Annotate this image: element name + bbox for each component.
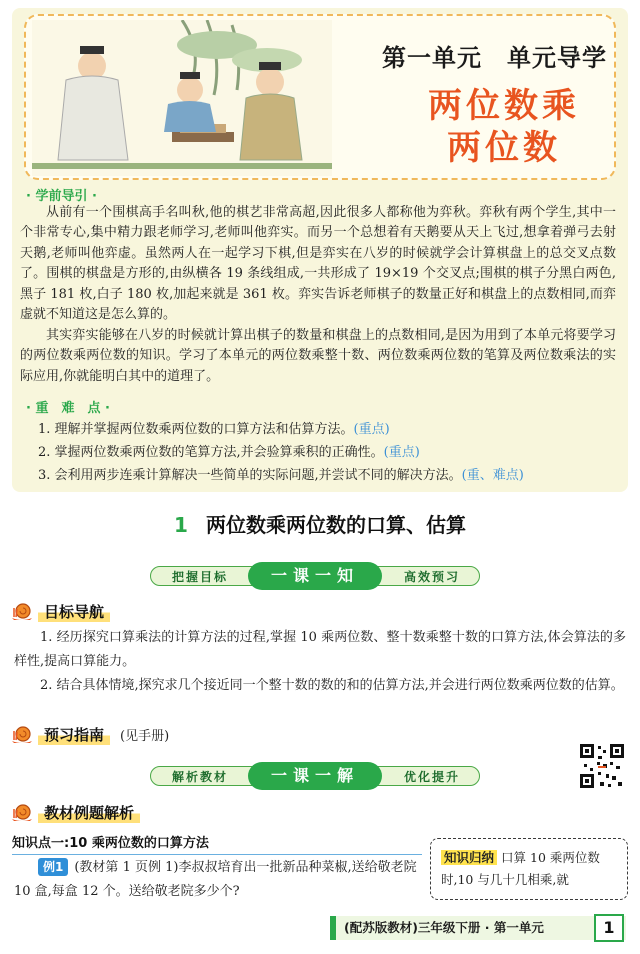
- banner-center-label: 一课一解: [248, 762, 382, 790]
- snail-icon: [10, 600, 34, 622]
- key-point-tag: (重、难点): [461, 468, 524, 483]
- banner-right-label: 高效预习: [403, 570, 460, 584]
- preview-note: (见手册): [120, 728, 170, 744]
- key-point-text: 3. 会利用两步连乘计算解决一些简单的实际问题,并尝试不同的解决方法。: [38, 468, 462, 483]
- example-text: (教材第 1 页例 1)李叔叔培育出一批新品种菜椒,送给敬老院 10 盒,每盒 12 个。送给敬老院多少个?: [14, 860, 417, 899]
- snail-icon: [10, 801, 34, 823]
- section-banner-analysis: [150, 762, 480, 790]
- key-point-text: 1. 理解并掌握两位数乘两位数的口算方法和估算方法。: [38, 422, 354, 437]
- main-title-line2: 两位数: [447, 128, 561, 168]
- banner-left-label: 解析教材: [172, 770, 229, 784]
- intro-paragraph-2: 其实弈实能够在八岁的时候就计算出棋子的数量和棋盘上的点数相同,是因为用到了本单元将要学习的两位数乘两位数的知识。学习了本单元的两位数乘整十数、两位数乘两位数的笔算及两位数乘法的实际应用,你就能明白其中的道理了。: [20, 328, 616, 384]
- lesson-title: [0, 509, 640, 538]
- key-point-tag: (重点): [353, 422, 390, 437]
- lesson-title-text: 两位数乘两位数的口算、估算: [205, 513, 466, 537]
- key-point-1: [38, 418, 390, 437]
- key-point-text: 2. 掌握两位数乘两位数的笔算方法,并会验算乘积的正确性。: [38, 445, 384, 460]
- lesson-number: 1: [174, 513, 188, 537]
- summary-text: 口算 10 乘两位数时,10 与几十几相乘,就: [441, 850, 600, 887]
- banner-center-label: 一课一知: [248, 562, 382, 590]
- example-1: [14, 856, 424, 904]
- page-number: 1: [594, 914, 624, 942]
- key-point-3: [38, 464, 524, 483]
- analysis-heading-text: 教材例题解析: [38, 802, 140, 823]
- analysis-heading: [10, 800, 140, 824]
- knowledge-summary-box: [430, 838, 628, 900]
- goals-heading-text: 目标导航: [38, 601, 110, 622]
- main-title-line1: 两位数乘: [428, 86, 580, 126]
- key-points-label: · 重 难 点 ·: [26, 401, 110, 416]
- intro-label: · 学前导引 ·: [26, 189, 97, 204]
- goal-item-2: 2. 结合具体情境,探究求几个接近同一个整十数的数的和的估算方法,并会进行两位数乘两位数的估算。: [40, 678, 624, 693]
- banner-left-label: 把握目标: [172, 570, 229, 584]
- banner-right-label: 优化提升: [403, 770, 460, 784]
- preview-heading: [10, 722, 169, 746]
- page-footer: (配苏版教材)三年级下册 · 第一单元: [330, 916, 626, 940]
- chess-scholars-illustration: [32, 20, 332, 176]
- section-banner-preview: [150, 562, 480, 590]
- key-point-tag: (重点): [383, 445, 420, 460]
- knowledge-point-title: 知识点一:10 乘两位数的口算方法: [12, 832, 422, 855]
- unit-hero-box: [24, 14, 616, 180]
- summary-label: 知识归纳: [441, 850, 497, 865]
- unit-title: 第一单元 单元导学: [382, 44, 607, 72]
- goals-heading: [10, 599, 110, 623]
- intro-paragraph-1: 从前有一个围棋高手名叫秋,他的棋艺非常高超,因此很多人都称他为弈秋。弈秋有两个学生,其中一个非常专心,集中精力跟老师学习,老师叫他弈实。而另一个总想着有天鹅要从天上飞过,想拿着弹弓去射天鹅,老师叫他弈虚。虽然两人在一起学习下棋,但是弈实在八岁的时候就学会计算棋盘上的总交叉点数了。围棋的棋盘是方形的,由纵横各 19 条线组成,一共形成了 19×19 个交叉点;围棋的棋子分黑白两色,黑子 181 枚,白子 180 枚,加起来就是 361 枚。弈实告诉老师棋子的数量正好和棋盘上的点数相同,而弈虚就不知道这是怎么算的。: [20, 205, 616, 323]
- preview-heading-text: 预习指南: [38, 724, 110, 745]
- snail-icon: [10, 723, 34, 745]
- example-badge: 例1: [38, 858, 68, 876]
- goal-item-1: 1. 经历探究口算乘法的计算方法的过程,掌握 10 乘两位数、整十数乘整十数的口算方法,体会算法的多样性,提高口算能力。: [14, 630, 626, 669]
- qr-code-icon[interactable]: [578, 742, 626, 790]
- key-point-2: [38, 441, 420, 460]
